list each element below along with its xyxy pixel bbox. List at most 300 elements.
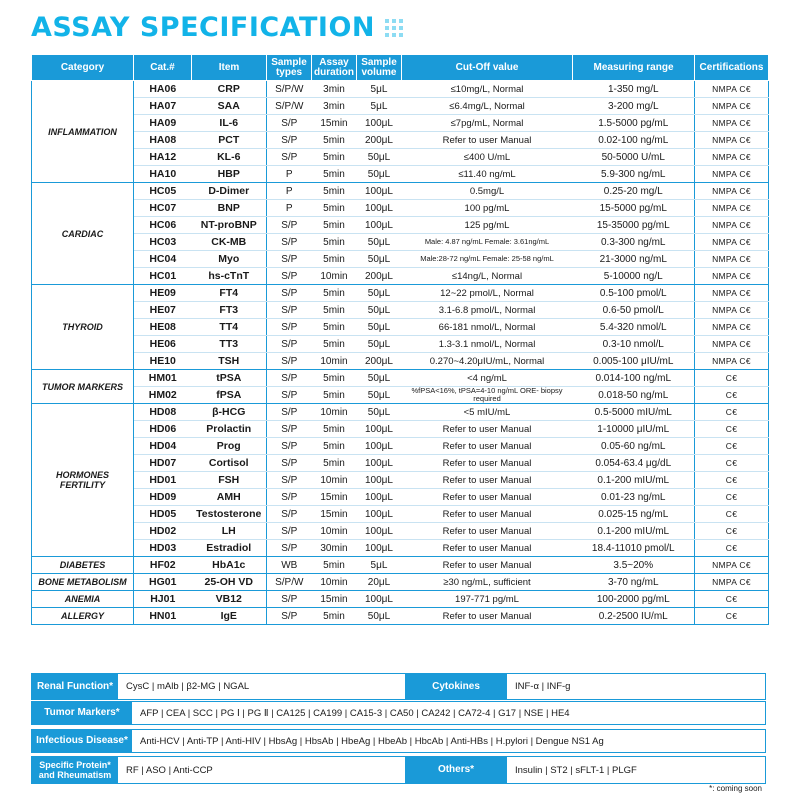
sample-types: S/P [267, 149, 312, 166]
assay-duration: 10min [312, 404, 357, 421]
certifications: C€ [695, 421, 769, 438]
table-row [32, 557, 769, 574]
cutoff-value: 100 pg/mL [402, 200, 573, 217]
table-row [32, 489, 769, 506]
certifications: NMPA C€ [695, 302, 769, 319]
table-row [32, 285, 769, 302]
cutoff-value: Male: 4.87 ng/mL Female: 3.61ng/mL [402, 234, 573, 251]
sample-types: S/P [267, 285, 312, 302]
sample-types: S/P [267, 302, 312, 319]
category-label: THYROID [32, 285, 134, 370]
sample-types: P [267, 166, 312, 183]
header-cat-no: Cat.# [134, 55, 192, 81]
table-row [32, 438, 769, 455]
table-row [32, 234, 769, 251]
table-row [32, 251, 769, 268]
sample-volume: 100μL [357, 455, 402, 472]
tumor-markers-row [31, 701, 766, 725]
sample-volume: 100μL [357, 591, 402, 608]
sample-types: S/P [267, 387, 312, 404]
sample-types: S/P [267, 217, 312, 234]
sample-volume: 100μL [357, 472, 402, 489]
assay-duration: 5min [312, 302, 357, 319]
certifications: NMPA C€ [695, 251, 769, 268]
sample-types: S/P [267, 336, 312, 353]
measuring-range: 0.5-100 pmol/L [573, 285, 695, 302]
cat-number: HD09 [134, 489, 192, 506]
page-header [31, 8, 403, 46]
measuring-range: 5-10000 ng/L [573, 268, 695, 285]
cutoff-value: 0.5mg/L [402, 183, 573, 200]
sample-volume: 200μL [357, 132, 402, 149]
certifications: C€ [695, 591, 769, 608]
cat-number: HD03 [134, 540, 192, 557]
tumor-label: Tumor Markers* [32, 702, 132, 724]
cat-number: HA12 [134, 149, 192, 166]
item-name: TT3 [192, 336, 267, 353]
certifications: C€ [695, 523, 769, 540]
sample-volume: 5μL [357, 98, 402, 115]
certifications: NMPA C€ [695, 319, 769, 336]
item-name: 25-OH VD [192, 574, 267, 591]
cutoff-value: Refer to user Manual [402, 608, 573, 625]
table-row [32, 115, 769, 132]
table-row [32, 455, 769, 472]
cat-number: HC06 [134, 217, 192, 234]
cat-number: HJ01 [134, 591, 192, 608]
sample-types: S/P/W [267, 81, 312, 98]
measuring-range: 1.5-5000 pg/mL [573, 115, 695, 132]
cutoff-value: 3.1-6.8 pmol/L, Normal [402, 302, 573, 319]
sample-volume: 5μL [357, 81, 402, 98]
table-row [32, 98, 769, 115]
dot-grid-decoration [385, 19, 403, 37]
cat-number: HC03 [134, 234, 192, 251]
header-measuring-range: Measuring range [573, 55, 695, 81]
assay-duration: 5min [312, 370, 357, 387]
sample-volume: 200μL [357, 353, 402, 370]
measuring-range: 21-3000 ng/mL [573, 251, 695, 268]
table-row [32, 574, 769, 591]
measuring-range: 0.1-200 mIU/mL [573, 472, 695, 489]
page-title: ASSAY SPECIFICATION [31, 11, 375, 43]
sample-types: S/P [267, 370, 312, 387]
cat-number: HE06 [134, 336, 192, 353]
measuring-range: 5.4-320 nmol/L [573, 319, 695, 336]
assay-duration: 10min [312, 472, 357, 489]
assay-duration: 5min [312, 200, 357, 217]
item-name: Cortisol [192, 455, 267, 472]
category-label: DIABETES [32, 557, 134, 574]
table-row [32, 523, 769, 540]
sample-volume: 100μL [357, 523, 402, 540]
item-name: IgE [192, 608, 267, 625]
certifications: NMPA C€ [695, 557, 769, 574]
item-name: KL-6 [192, 149, 267, 166]
assay-duration: 10min [312, 268, 357, 285]
cytokines-label: Cytokines [405, 674, 507, 699]
cat-number: HD08 [134, 404, 192, 421]
header-assay-duration: Assay duration [312, 55, 357, 81]
measuring-range: 15-35000 pg/mL [573, 217, 695, 234]
certifications: NMPA C€ [695, 268, 769, 285]
item-name: VB12 [192, 591, 267, 608]
certifications: C€ [695, 370, 769, 387]
sample-volume: 200μL [357, 268, 402, 285]
category-label: TUMOR MARKERS [32, 370, 134, 404]
item-name: Prog [192, 438, 267, 455]
cat-number: HD04 [134, 438, 192, 455]
table-row [32, 319, 769, 336]
table-header-row [32, 55, 769, 81]
sample-types: S/P [267, 404, 312, 421]
item-name: Myo [192, 251, 267, 268]
sample-types: S/P [267, 472, 312, 489]
header-category: Category [32, 55, 134, 81]
cat-number: HA09 [134, 115, 192, 132]
certifications: C€ [695, 472, 769, 489]
assay-duration: 5min [312, 166, 357, 183]
category-label: INFLAMMATION [32, 81, 134, 183]
certifications: C€ [695, 455, 769, 472]
cytokines-value: INF-α | INF-g [515, 681, 571, 692]
sample-volume: 50μL [357, 370, 402, 387]
certifications: C€ [695, 489, 769, 506]
item-name: Testosterone [192, 506, 267, 523]
sample-volume: 50μL [357, 336, 402, 353]
item-name: SAA [192, 98, 267, 115]
cutoff-value: ≤14ng/L, Normal [402, 268, 573, 285]
cat-number: HN01 [134, 608, 192, 625]
sample-volume: 50μL [357, 404, 402, 421]
certifications: NMPA C€ [695, 574, 769, 591]
item-name: HbA1c [192, 557, 267, 574]
header-certifications: Certifications [695, 55, 769, 81]
item-name: PCT [192, 132, 267, 149]
certifications: NMPA C€ [695, 115, 769, 132]
sample-types: S/P/W [267, 574, 312, 591]
header-sample-volume: Sample volume [357, 55, 402, 81]
cutoff-value: %fPSA<16%, tPSA=4-10 ng/mL ORE- biopsy required [402, 387, 573, 404]
assay-duration: 15min [312, 489, 357, 506]
sample-volume: 20μL [357, 574, 402, 591]
item-name: BNP [192, 200, 267, 217]
measuring-range: 0.3-10 nmol/L [573, 336, 695, 353]
cat-number: HC04 [134, 251, 192, 268]
measuring-range: 0.5-5000 mIU/mL [573, 404, 695, 421]
item-name: NT-proBNP [192, 217, 267, 234]
table-row [32, 370, 769, 387]
measuring-range: 3.5~20% [573, 557, 695, 574]
sample-volume: 50μL [357, 234, 402, 251]
measuring-range: 0.2-2500 IU/mL [573, 608, 695, 625]
sample-types: S/P [267, 132, 312, 149]
sample-types: S/P [267, 234, 312, 251]
measuring-range: 5.9-300 ng/mL [573, 166, 695, 183]
assay-duration: 10min [312, 574, 357, 591]
table-row [32, 302, 769, 319]
certifications: C€ [695, 506, 769, 523]
assay-duration: 5min [312, 217, 357, 234]
sample-volume: 100μL [357, 183, 402, 200]
assay-duration: 5min [312, 132, 357, 149]
cat-number: HE09 [134, 285, 192, 302]
measuring-range: 100-2000 pg/mL [573, 591, 695, 608]
measuring-range: 0.025-15 ng/mL [573, 506, 695, 523]
sample-volume: 100μL [357, 438, 402, 455]
item-name: FT3 [192, 302, 267, 319]
cat-number: HC01 [134, 268, 192, 285]
assay-duration: 5min [312, 557, 357, 574]
sample-volume: 100μL [357, 217, 402, 234]
measuring-range: 3-70 ng/mL [573, 574, 695, 591]
measuring-range: 18.4-11010 pmol/L [573, 540, 695, 557]
measuring-range: 0.014-100 ng/mL [573, 370, 695, 387]
table-row [32, 217, 769, 234]
cutoff-value: <5 mIU/mL [402, 404, 573, 421]
cat-number: HA08 [134, 132, 192, 149]
assay-table [31, 54, 769, 625]
header-cutoff: Cut-Off value [402, 55, 573, 81]
certifications: NMPA C€ [695, 149, 769, 166]
assay-duration: 5min [312, 336, 357, 353]
cat-number: HE08 [134, 319, 192, 336]
sample-volume: 50μL [357, 319, 402, 336]
certifications: NMPA C€ [695, 336, 769, 353]
sample-types: S/P [267, 421, 312, 438]
item-name: fPSA [192, 387, 267, 404]
certifications: C€ [695, 608, 769, 625]
renal-value: CysC | mAlb | β2-MG | NGAL [126, 681, 250, 692]
sample-types: S/P [267, 115, 312, 132]
protein-label: Specific Protein* and Rheumatism [32, 757, 118, 783]
table-row [32, 472, 769, 489]
cutoff-value: Refer to user Manual [402, 472, 573, 489]
cat-number: HE10 [134, 353, 192, 370]
assay-duration: 5min [312, 251, 357, 268]
cutoff-value: Refer to user Manual [402, 438, 573, 455]
sample-volume: 50μL [357, 608, 402, 625]
assay-duration: 10min [312, 523, 357, 540]
table-row [32, 132, 769, 149]
certifications: NMPA C€ [695, 166, 769, 183]
measuring-range: 0.005-100 μIU/mL [573, 353, 695, 370]
cutoff-value: ≤6.4mg/L, Normal [402, 98, 573, 115]
cutoff-value: Refer to user Manual [402, 557, 573, 574]
others-value: Insulin | ST2 | sFLT-1 | PLGF [515, 764, 637, 776]
infectious-value: Anti-HCV | Anti-TP | Anti-HIV | HbsAg | HbsAb | HbeAg | HbeAb | HbcAb | Anti-HBs | H.pylori | Dengue NS1 Ag [140, 735, 604, 747]
assay-duration: 5min [312, 285, 357, 302]
sample-volume: 50μL [357, 149, 402, 166]
item-name: IL-6 [192, 115, 267, 132]
sample-volume: 50μL [357, 302, 402, 319]
table-row [32, 506, 769, 523]
header-sample-types: Sample types [267, 55, 312, 81]
sample-types: P [267, 200, 312, 217]
category-label: ALLERGY [32, 608, 134, 625]
item-name: FSH [192, 472, 267, 489]
cutoff-value: 1.3-3.1 nmol/L, Normal [402, 336, 573, 353]
sample-types: S/P [267, 268, 312, 285]
cat-number: HG01 [134, 574, 192, 591]
sample-volume: 50μL [357, 251, 402, 268]
item-name: β-HCG [192, 404, 267, 421]
table-row [32, 608, 769, 625]
cutoff-value: Refer to user Manual [402, 506, 573, 523]
renal-cytokines-row [31, 673, 766, 700]
sample-types: P [267, 183, 312, 200]
cat-number: HD07 [134, 455, 192, 472]
certifications: C€ [695, 438, 769, 455]
measuring-range: 1-10000 μIU/mL [573, 421, 695, 438]
cutoff-value: ≥30 ng/mL, sufficient [402, 574, 573, 591]
certifications: NMPA C€ [695, 234, 769, 251]
measuring-range: 0.01-23 ng/mL [573, 489, 695, 506]
cat-number: HA07 [134, 98, 192, 115]
assay-duration: 5min [312, 608, 357, 625]
sample-types: S/P [267, 506, 312, 523]
assay-duration: 5min [312, 455, 357, 472]
cutoff-value: 0.270~4.20μIU/mL, Normal [402, 353, 573, 370]
assay-duration: 5min [312, 149, 357, 166]
sample-volume: 100μL [357, 489, 402, 506]
assay-duration: 5min [312, 234, 357, 251]
cutoff-value: ≤7pg/mL, Normal [402, 115, 573, 132]
sample-types: S/P [267, 438, 312, 455]
table-body [32, 81, 769, 625]
item-name: hs-cTnT [192, 268, 267, 285]
sample-types: S/P [267, 455, 312, 472]
certifications: NMPA C€ [695, 200, 769, 217]
cat-number: HC07 [134, 200, 192, 217]
assay-duration: 15min [312, 591, 357, 608]
cat-number: HA10 [134, 166, 192, 183]
assay-duration: 5min [312, 183, 357, 200]
measuring-range: 0.25-20 mg/L [573, 183, 695, 200]
cutoff-value: Refer to user Manual [402, 132, 573, 149]
item-name: TSH [192, 353, 267, 370]
cutoff-value: 125 pg/mL [402, 217, 573, 234]
header-item: Item [192, 55, 267, 81]
certifications: NMPA C€ [695, 132, 769, 149]
others-label: Others* [405, 757, 507, 783]
cutoff-value: ≤10mg/L, Normal [402, 81, 573, 98]
infectious-disease-row [31, 729, 766, 753]
item-name: LH [192, 523, 267, 540]
table-row [32, 149, 769, 166]
category-label: BONE METABOLISM [32, 574, 134, 591]
table-row [32, 200, 769, 217]
table-row [32, 166, 769, 183]
assay-duration: 15min [312, 115, 357, 132]
protein-others-row [31, 756, 766, 784]
cutoff-value: Refer to user Manual [402, 540, 573, 557]
certifications: C€ [695, 404, 769, 421]
certifications: NMPA C€ [695, 98, 769, 115]
sample-volume: 100μL [357, 200, 402, 217]
sample-volume: 100μL [357, 421, 402, 438]
measuring-range: 0.05-60 ng/mL [573, 438, 695, 455]
cutoff-value: Refer to user Manual [402, 421, 573, 438]
sample-types: S/P [267, 608, 312, 625]
table-row [32, 268, 769, 285]
cutoff-value: Male:28-72 ng/mL Female: 25-58 ng/mL [402, 251, 573, 268]
assay-duration: 5min [312, 387, 357, 404]
measuring-range: 0.018-50 ng/mL [573, 387, 695, 404]
measuring-range: 1-350 mg/L [573, 81, 695, 98]
sample-types: S/P [267, 540, 312, 557]
assay-duration: 10min [312, 353, 357, 370]
cutoff-value: Refer to user Manual [402, 523, 573, 540]
cat-number: HD05 [134, 506, 192, 523]
sample-types: S/P/W [267, 98, 312, 115]
protein-value: RF | ASO | Anti-CCP [126, 764, 213, 776]
cat-number: HA06 [134, 81, 192, 98]
sample-volume: 100μL [357, 540, 402, 557]
cat-number: HF02 [134, 557, 192, 574]
item-name: HBP [192, 166, 267, 183]
sample-volume: 100μL [357, 506, 402, 523]
assay-duration: 3min [312, 81, 357, 98]
cutoff-value: Refer to user Manual [402, 455, 573, 472]
sample-types: S/P [267, 523, 312, 540]
cat-number: HM02 [134, 387, 192, 404]
assay-duration: 30min [312, 540, 357, 557]
measuring-range: 0.1-200 mIU/mL [573, 523, 695, 540]
certifications: NMPA C€ [695, 81, 769, 98]
certifications: NMPA C€ [695, 353, 769, 370]
table-row [32, 540, 769, 557]
measuring-range: 50-5000 U/mL [573, 149, 695, 166]
table-row [32, 404, 769, 421]
cutoff-value: 12~22 pmol/L, Normal [402, 285, 573, 302]
measuring-range: 0.054-63.4 μg/dL [573, 455, 695, 472]
assay-duration: 15min [312, 506, 357, 523]
assay-duration: 5min [312, 421, 357, 438]
sample-types: S/P [267, 251, 312, 268]
sample-types: S/P [267, 353, 312, 370]
sample-volume: 50μL [357, 387, 402, 404]
assay-duration: 5min [312, 438, 357, 455]
measuring-range: 0.02-100 ng/mL [573, 132, 695, 149]
cutoff-value: Refer to user Manual [402, 489, 573, 506]
cat-number: HM01 [134, 370, 192, 387]
infectious-label: Infectious Disease* [32, 730, 132, 752]
item-name: CK-MB [192, 234, 267, 251]
item-name: D-Dimer [192, 183, 267, 200]
sample-volume: 50μL [357, 285, 402, 302]
cat-number: HD01 [134, 472, 192, 489]
category-label: CARDIAC [32, 183, 134, 285]
category-label: HORMONES FERTILITY [32, 404, 134, 557]
table-row [32, 336, 769, 353]
cat-number: HD06 [134, 421, 192, 438]
sample-volume: 5μL [357, 557, 402, 574]
item-name: Prolactin [192, 421, 267, 438]
table-row [32, 353, 769, 370]
coming-soon-note: *: coming soon [709, 784, 762, 793]
renal-label: Renal Function* [32, 674, 118, 699]
sample-volume: 100μL [357, 115, 402, 132]
table-row [32, 183, 769, 200]
sample-volume: 50μL [357, 166, 402, 183]
sample-types: S/P [267, 319, 312, 336]
table-row [32, 81, 769, 98]
cutoff-value: 66-181 nmol/L, Normal [402, 319, 573, 336]
certifications: NMPA C€ [695, 285, 769, 302]
tumor-value: AFP | CEA | SCC | PG Ⅰ | PG Ⅱ | CA125 | CA199 | CA15-3 | CA50 | CA242 | CA72-4 | G17 | NSE | HE4 [140, 707, 570, 719]
assay-duration: 3min [312, 98, 357, 115]
